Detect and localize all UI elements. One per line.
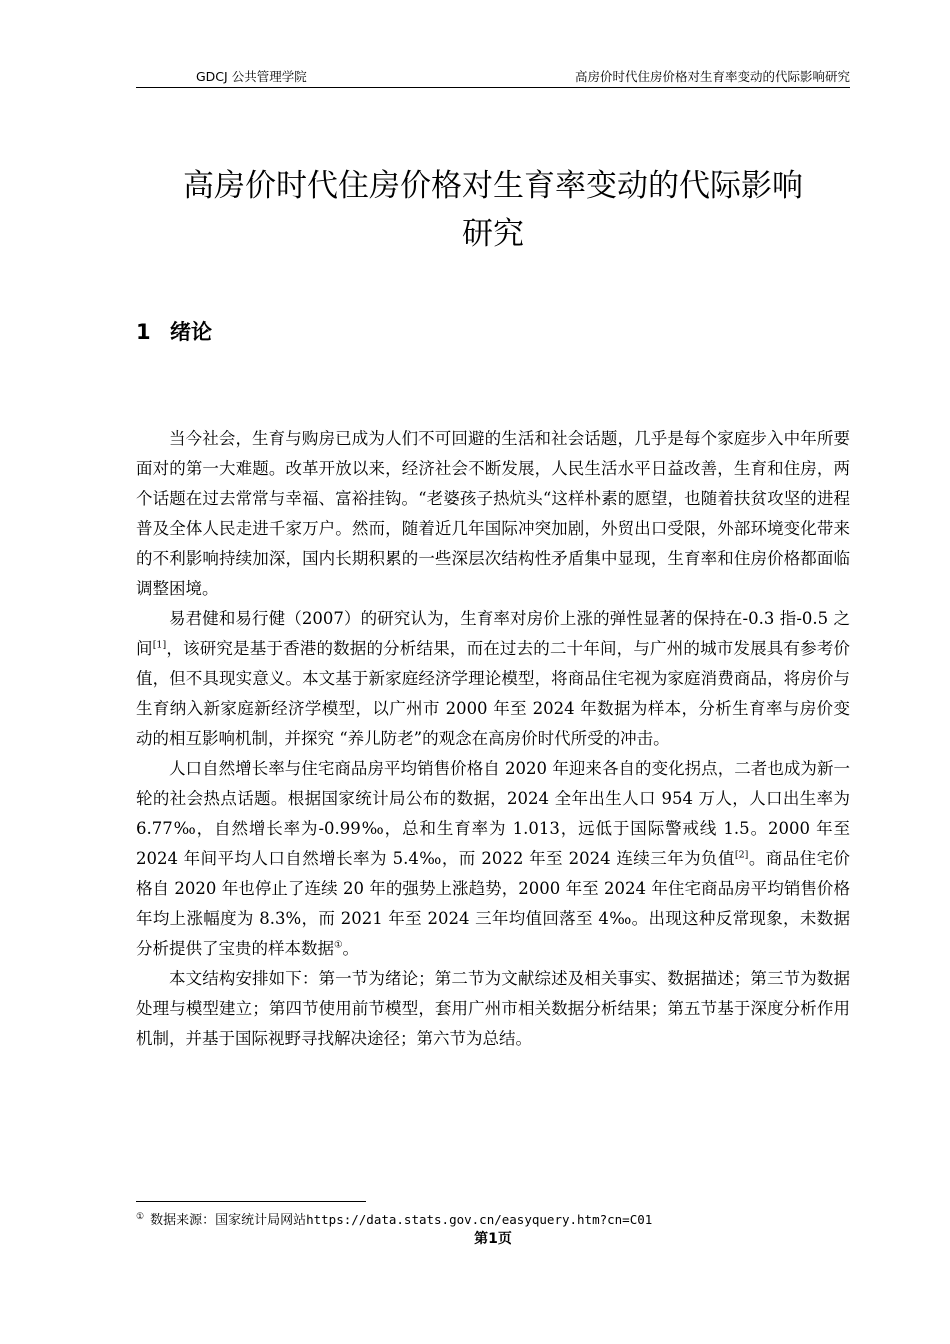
paper-title-line2: 研究 [462, 216, 524, 252]
footnote-ref[interactable]: ① [334, 939, 343, 951]
paragraph-4: 本文结构安排如下：第一节为绪论；第二节为文献综述及相关事实、数据描述；第三节为数据处理与模型建立；第四节使用前节模型，套用广州市相关数据分析结果；第五节基于深度分析作用机制，并基于国际视野寻找解决途径；第六节为总结。 [136, 969, 850, 1048]
footnote-mark: ① [136, 1211, 145, 1222]
running-header [136, 68, 850, 86]
paper-title-line1: 高房价时代住房价格对生育率变动的代际影响 [183, 168, 803, 204]
paragraph-3 [136, 754, 850, 964]
header-rule [136, 87, 850, 88]
citation-1[interactable]: [1] [152, 639, 167, 651]
paragraph-2-text-b: ，该研究是基于香港的数据的分析结果，而在过去的二十年间，与广州的城市发展具有参考价值，但不具现实意义。本文基于新家庭经济学理论模型，将商品住宅视为家庭消费商品，将房价与生育纳入新家庭新经济学模型，以广州市 2000 年至 2024 年数据为样本，分析生育率与房价变动的相互影响机制，并探究 “养儿防老”的观念在高房价时代所受的冲击。 [136, 639, 851, 748]
section-heading [136, 314, 212, 350]
footnote-url[interactable]: https://data.stats.gov.cn/easyquery.htm?cn=C01 [306, 1212, 653, 1227]
paragraph-3-text-c: 。 [342, 939, 360, 958]
header-paper-title: 高房价时代住房价格对生育率变动的代际影响研究 [574, 69, 850, 84]
paper-title [136, 162, 850, 258]
body-text [136, 424, 850, 1054]
paragraph-3-text-a: 人口自然增长率与住宅商品房平均销售价格自 2020 年迎来各自的变化拐点，二者也成为新一轮的社会热点话题。根据国家统计局公布的数据，2024 全年出生人口 954 万人，人口出生率为 6.77‰，自然增长率为-0.99‰，总和生育率为 1.013，远低于国际警戒线 1.5。2000 年至 2024 年间平均人口自然增长率为 5.4‰，而 2022 年至 2024 连续三年为负值 [136, 759, 850, 868]
section-title: 绪论 [170, 320, 212, 344]
paragraph-2-text-a: 易君健和易行健（2007）的研究认为，生育率对房价上涨的弹性显著的保持在-0.3 指-0.5 之间 [136, 609, 850, 658]
footnote-rule [136, 1201, 366, 1202]
paragraph-1: 当今社会，生育与购房已成为人们不可回避的生活和社会话题，几乎是每个家庭步入中年所要面对的第一大难题。改革开放以来，经济社会不断发展，人民生活水平日益改善，生育和住房，两个话题在过去常常与幸福、富裕挂钩。“老婆孩子热炕头“这样朴素的愿望，也随着扶贫攻坚的进程普及全体人民走进千家万户。然而，随着近几年国际冲突加剧，外贸出口受限，外部环境变化带来的不利影响持续加深，国内长期积累的一些深层次结构性矛盾集中显现，生育率和住房价格都面临调整困境。 [136, 429, 850, 598]
citation-2[interactable]: [2] [734, 849, 749, 861]
footnote-text: 数据来源：国家统计局网站 [150, 1213, 307, 1228]
paragraph-2 [136, 604, 850, 754]
paragraph-3-text-b: 。商品住宅价格自 2020 年也停止了连续 20 年的强势上涨趋势，2000 年至 2024 年住宅商品房平均销售价格年均上涨幅度为 8.3%，而 2021 年至 2024 三年均值回落至 4‰。出现这种反常现象，未数据分析提供了宝贵的样本数据 [136, 849, 851, 958]
section-number: 1 [136, 320, 151, 344]
page-number: 第1页 [474, 1231, 512, 1247]
header-institution: GDCJ 公共管理学院 [196, 69, 307, 84]
